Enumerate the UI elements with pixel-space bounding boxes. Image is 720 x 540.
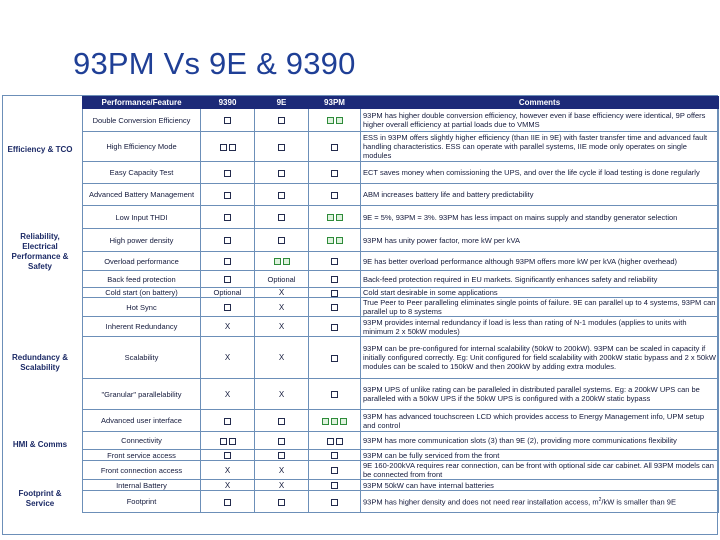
checkbox-icon [278,237,285,244]
feature-cell: Inherent Redundancy [83,317,201,337]
feature-cell: Front connection access [83,461,201,480]
green-checkbox-icon [327,237,334,244]
cell-c93pm [309,206,361,229]
not-available-mark: X [224,465,231,475]
feature-cell: Overload performance [83,252,201,271]
cell-c9e [255,298,309,317]
cell-c9e [255,184,309,206]
page-title: 93PM Vs 9E & 9390 [73,46,356,81]
cell-c93pm [309,491,361,513]
cell-c93pm [309,317,361,337]
cell-c93pm [309,432,361,450]
feature-cell: Scalability [83,337,201,379]
optional-label: Optional [267,274,296,284]
category-redundancy: Redundancy & Scalability [11,353,68,372]
cell-c9e [255,206,309,229]
comment-cell [361,317,719,337]
cell-c9390 [201,109,255,132]
cell-c9e [255,132,309,162]
cell-c9390 [201,252,255,271]
feature-cell: Low Input THDI [83,206,201,229]
checkbox-icon [331,391,338,398]
cell-c93pm [309,184,361,206]
cell-c93pm [309,229,361,252]
comment-text: 9E has better overload performance although 93PM offers more kW per kVA (higher overhead) [363,256,678,266]
cell-c93pm [309,461,361,480]
comment-cell [361,109,719,132]
cell-c9e [255,109,309,132]
checkbox-icon [278,144,285,151]
cell-c9390 [201,288,255,298]
comment-cell [361,184,719,206]
green-checkbox-icon [336,237,343,244]
comment-text: 93PM 50kW can have internal batteries [363,480,494,490]
comment-text: 93PM can be fully serviced from the front [363,450,500,460]
table-row [83,317,719,337]
cell-c93pm [309,379,361,410]
comment-text: True Peer to Peer paralleling eliminates single points of failure. 9E can parallel up to 4 systems, 93PM can parallel up to 8 systems [363,298,716,316]
checkbox-icon [327,438,334,445]
checkbox-icon [220,438,227,445]
table-row [83,229,719,252]
checkbox-icon [331,499,338,506]
checkbox-icon [278,438,285,445]
table-row [83,298,719,317]
green-checkbox-icon [336,214,343,221]
checkbox-icon [278,192,285,199]
comment-cell [361,450,719,461]
checkbox-icon [220,144,227,151]
category-reliability: Reliability, Electrical Performance & Safety [11,232,69,271]
table-row [83,410,719,432]
header-93pm: 93PM [309,97,361,109]
table-row [83,379,719,410]
table-row [83,288,719,298]
cell-c9e [255,288,309,298]
header-9390: 9390 [201,97,255,109]
cell-c93pm [309,162,361,184]
cell-c93pm [309,410,361,432]
feature-cell: Footprint [83,491,201,513]
cell-c9e [255,271,309,288]
comment-cell [361,288,719,298]
cell-c93pm [309,450,361,461]
checkbox-icon [224,192,231,199]
checkbox-icon [224,214,231,221]
feature-cell: Connectivity [83,432,201,450]
comment-cell [361,162,719,184]
not-available-mark: X [224,389,231,399]
cell-c9390 [201,491,255,513]
cell-c9e [255,450,309,461]
comment-cell [361,206,719,229]
cell-c9e [255,491,309,513]
comment-text: 93PM can be pre-configured for internal scalability (50kW to 200kW). 93PM can be scaled in capacity if initially configured correctly. Eg: Unit configured for field scalability with 200kW static bypass and 2 x 50kW modules can be scaled to 150kW and then 200kW by adding extra modules. [363,344,716,371]
comment-cell [361,432,719,450]
cell-c9390 [201,337,255,379]
checkbox-icon [278,452,285,459]
checkbox-icon [278,214,285,221]
comment-text: Cold start desirable in some applications [363,288,498,297]
green-checkbox-icon [283,258,290,265]
checkbox-icon [331,324,338,331]
cell-c9390 [201,379,255,410]
checkbox-icon [278,117,285,124]
comment-cell [361,252,719,271]
cell-c93pm [309,109,361,132]
category-footprint-service: Footprint & Service [18,489,62,508]
table-header-row [83,97,719,109]
checkbox-icon [331,304,338,311]
cell-c9390 [201,410,255,432]
cell-c9390 [201,132,255,162]
table-row [83,184,719,206]
comment-unit: m [592,497,599,507]
table-row [83,162,719,184]
not-available-mark: X [224,480,231,490]
comment-cell [361,271,719,288]
cell-c9390 [201,317,255,337]
not-available-mark: X [278,480,285,490]
feature-cell: Double Conversion Efficiency [83,109,201,132]
not-available-mark: X [278,322,285,331]
green-checkbox-icon [327,214,334,221]
not-available-mark: X [278,353,285,362]
checkbox-icon [229,438,236,445]
checkbox-icon [224,276,231,283]
checkbox-icon [224,304,231,311]
cell-c93pm [309,337,361,379]
comment-text: 93PM has more communication slots (3) than 9E (2), providing more communications flexibility [363,436,677,445]
cell-c9390 [201,461,255,480]
green-checkbox-icon [336,117,343,124]
table-row [83,450,719,461]
comment-cell [361,480,719,491]
comment-text-end: /kW is smaller than 9E [601,497,676,507]
comment-cell [361,132,719,162]
comment-cell [361,337,719,379]
category-efficiency-tco: Efficiency & TCO [7,145,73,154]
comment-text: 9E = 5%, 93PM = 3%. 93PM has less impact on mains supply and standby generator selection [363,212,678,222]
checkbox-icon [331,452,338,459]
cell-c9390 [201,298,255,317]
cell-c93pm [309,288,361,298]
feature-cell: High Efficiency Mode [83,132,201,162]
checkbox-icon [331,355,338,362]
cell-c93pm [309,271,361,288]
comment-text: 9E 160-200kVA requires rear connection, can be front with optional side car cabinet. All 93PM models can be connected from front [363,461,714,479]
optional-label: Optional [213,288,242,297]
feature-cell: High power density [83,229,201,252]
checkbox-icon [224,452,231,459]
table-row [83,461,719,480]
cell-c9e [255,317,309,337]
feature-cell: Back feed protection [83,271,201,288]
checkbox-icon [331,258,338,265]
feature-cell: Advanced user interface [83,410,201,432]
cell-c9e [255,379,309,410]
checkbox-icon [224,418,231,425]
cell-c93pm [309,298,361,317]
cell-c9390 [201,206,255,229]
comment-cell [361,461,719,480]
checkbox-icon [331,467,338,474]
header-feature: Performance/Feature [83,97,201,109]
not-available-mark: X [224,353,231,362]
feature-cell: Front service access [83,450,201,461]
comment-cell [361,491,719,513]
category-hmi-comms: HMI & Comms [12,440,68,449]
table-row [83,271,719,288]
cell-c9e [255,337,309,379]
cell-c93pm [309,480,361,491]
table-row [83,206,719,229]
checkbox-icon [331,192,338,199]
cell-c9e [255,229,309,252]
comment-superscript: 2 [598,497,602,504]
not-available-mark: X [278,302,285,312]
comment-text: ECT saves money when comissioning the UPS, and over the life cycle if load testing is done regularly [363,168,700,177]
checkbox-icon [224,499,231,506]
cell-c93pm [309,132,361,162]
comment-text: 93PM has advanced touchscreen LCD which provides access to Energy Management info, UPM setup and control [363,411,705,430]
table-row [83,480,719,491]
feature-cell: Hot Sync [83,298,201,317]
green-checkbox-icon [327,117,334,124]
checkbox-icon [336,438,343,445]
checkbox-icon [278,418,285,425]
cell-c9e [255,480,309,491]
not-available-mark: X [278,288,285,297]
green-checkbox-icon [331,418,338,425]
feature-cell: "Granular" parallelability [83,379,201,410]
comment-text: 93PM UPS of unlike rating can be paralleled in distributed parallel systems. Eg: a 200kW UPS can be paralleled with a 50kW UPS if the 50kW UPS is configured with a 200kW static bypass [363,385,700,403]
cell-c9390 [201,480,255,491]
comment-text: 93PM has higher double conversion efficiency, however even if base efficiency were identical, 9P offers higher overall efficiency at partial loads due to VMMS [363,111,706,129]
cell-c9e [255,432,309,450]
comment-cell [361,410,719,432]
comment-text: 93PM provides internal redundancy if load is less than rating of N-1 modules (applies to units with minimum 2 x 50kW modules) [363,317,687,336]
table-row [83,432,719,450]
cell-c9390 [201,229,255,252]
not-available-mark: X [278,389,285,399]
comparison-table [82,96,719,513]
comment-cell [361,379,719,410]
comment-cell [361,229,719,252]
feature-cell: Advanced Battery Management [83,184,201,206]
comment-text: 93PM has higher density and does not need rear installation access, [363,497,591,507]
table-row [83,337,719,379]
not-available-mark: X [278,465,285,475]
cell-c9390 [201,271,255,288]
checkbox-icon [224,258,231,265]
checkbox-icon [224,170,231,177]
feature-cell: Internal Battery [83,480,201,491]
cell-c9390 [201,184,255,206]
cell-c9e [255,410,309,432]
checkbox-icon [331,276,338,283]
cell-c9390 [201,162,255,184]
checkbox-icon [224,237,231,244]
green-checkbox-icon [322,418,329,425]
cell-c9390 [201,432,255,450]
checkbox-icon [278,499,285,506]
checkbox-icon [278,170,285,177]
checkbox-icon [331,170,338,177]
cell-c9390 [201,450,255,461]
header-9e: 9E [255,97,309,109]
cell-c9e [255,461,309,480]
checkbox-icon [331,482,338,489]
table-row [83,109,719,132]
checkbox-icon [331,290,338,297]
checkbox-icon [331,144,338,151]
comment-cell [361,298,719,317]
cell-c9e [255,252,309,271]
green-checkbox-icon [340,418,347,425]
not-available-mark: X [224,322,231,331]
table-row [83,132,719,162]
feature-cell: Easy Capacity Test [83,162,201,184]
feature-cell: Cold start (on battery) [83,288,201,298]
table-row [83,252,719,271]
comment-text: ESS in 93PM offers slightly higher efficiency (than IIE in 9E) with faster transfer time and advanced fault handling characteristics. ESS can operate with parallel systems, IIE mode only operates on single modules [363,133,708,160]
checkbox-icon [229,144,236,151]
header-comments: Comments [361,97,719,109]
cell-c9e [255,162,309,184]
comment-text: 93PM has unity power factor, more kW per kVA [363,235,521,245]
checkbox-icon [224,117,231,124]
table-row [83,491,719,513]
green-checkbox-icon [274,258,281,265]
cell-c93pm [309,252,361,271]
comment-text: ABM increases battery life and battery predictability [363,190,534,199]
comment-text: Back-feed protection required in EU markets. Significantly enhances safety and reliability [363,274,658,284]
